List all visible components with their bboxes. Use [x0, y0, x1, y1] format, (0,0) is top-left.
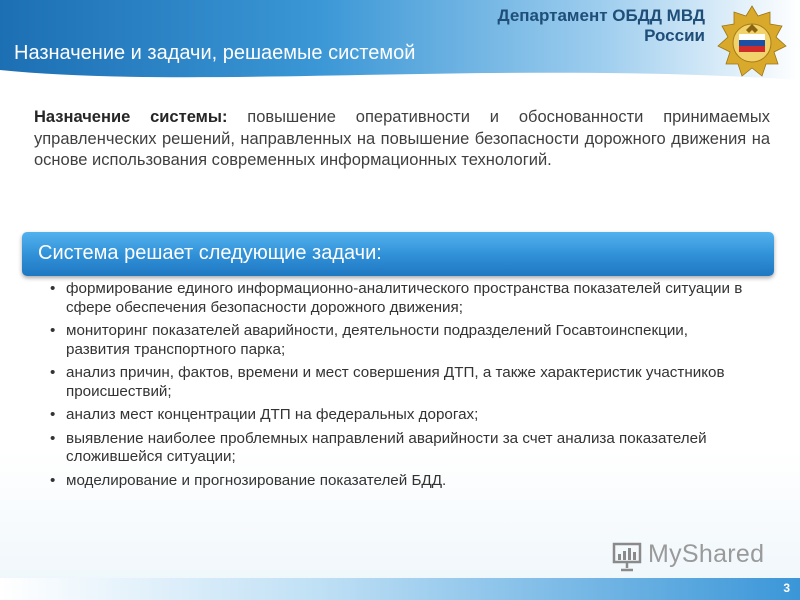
bullet: • [50, 429, 56, 447]
page-number: 3 [783, 581, 790, 595]
list-item-text: моделирование и прогнозирование показателей БДД. [66, 471, 447, 489]
list-item-text: выявление наиболее проблемных направлений аварийности за счет анализа показателей сложившейся ситуации; [66, 429, 707, 465]
purpose-paragraph [34, 107, 770, 172]
list-item-text: мониторинг показателей аварийности, деятельности подразделений Госавтоинспекции, развития транспортного парка; [66, 322, 689, 358]
myshared-logo-icon [612, 540, 646, 572]
tasks-list [50, 280, 750, 495]
list-item [50, 472, 750, 491]
tasks-heading: Система решает следующие задачи: [38, 242, 382, 264]
bullet: • [50, 280, 56, 297]
list-item-text: анализ мест концентрации ДТП на федеральных дорогах; [66, 406, 479, 423]
traffic-police-emblem-icon [712, 4, 792, 84]
department-name: Департамент ОБДД МВД России [497, 6, 705, 45]
footer-band [0, 578, 800, 600]
bullet: • [50, 471, 56, 489]
list-item [50, 280, 750, 317]
purpose-text: повышение оперативности и обоснованности принимаемых управленческих решений, направленных на повышение безопасности дорожного движения на основе использования современных информационных технологий. [34, 108, 770, 169]
list-item [50, 322, 750, 359]
watermark [612, 538, 772, 576]
list-item [50, 406, 750, 425]
list-item [50, 430, 750, 467]
watermark-text: MyShared [648, 540, 765, 568]
purpose-label: Назначение системы: [34, 108, 228, 126]
list-item-text: формирование единого информационно-аналитического пространства показателей ситуации в сфере обеспечения безопасности дорожного движения; [66, 280, 743, 316]
tasks-heading-bar [22, 232, 774, 276]
bullet: • [50, 364, 56, 381]
bullet: • [50, 406, 56, 423]
bullet: • [50, 322, 56, 339]
slide-title: Назначение и задачи, решаемые системой [14, 42, 416, 64]
list-item [50, 364, 750, 401]
list-item-text: анализ причин, фактов, времени и мест совершения ДТП, а также характеристик участников происшествий; [66, 364, 725, 400]
